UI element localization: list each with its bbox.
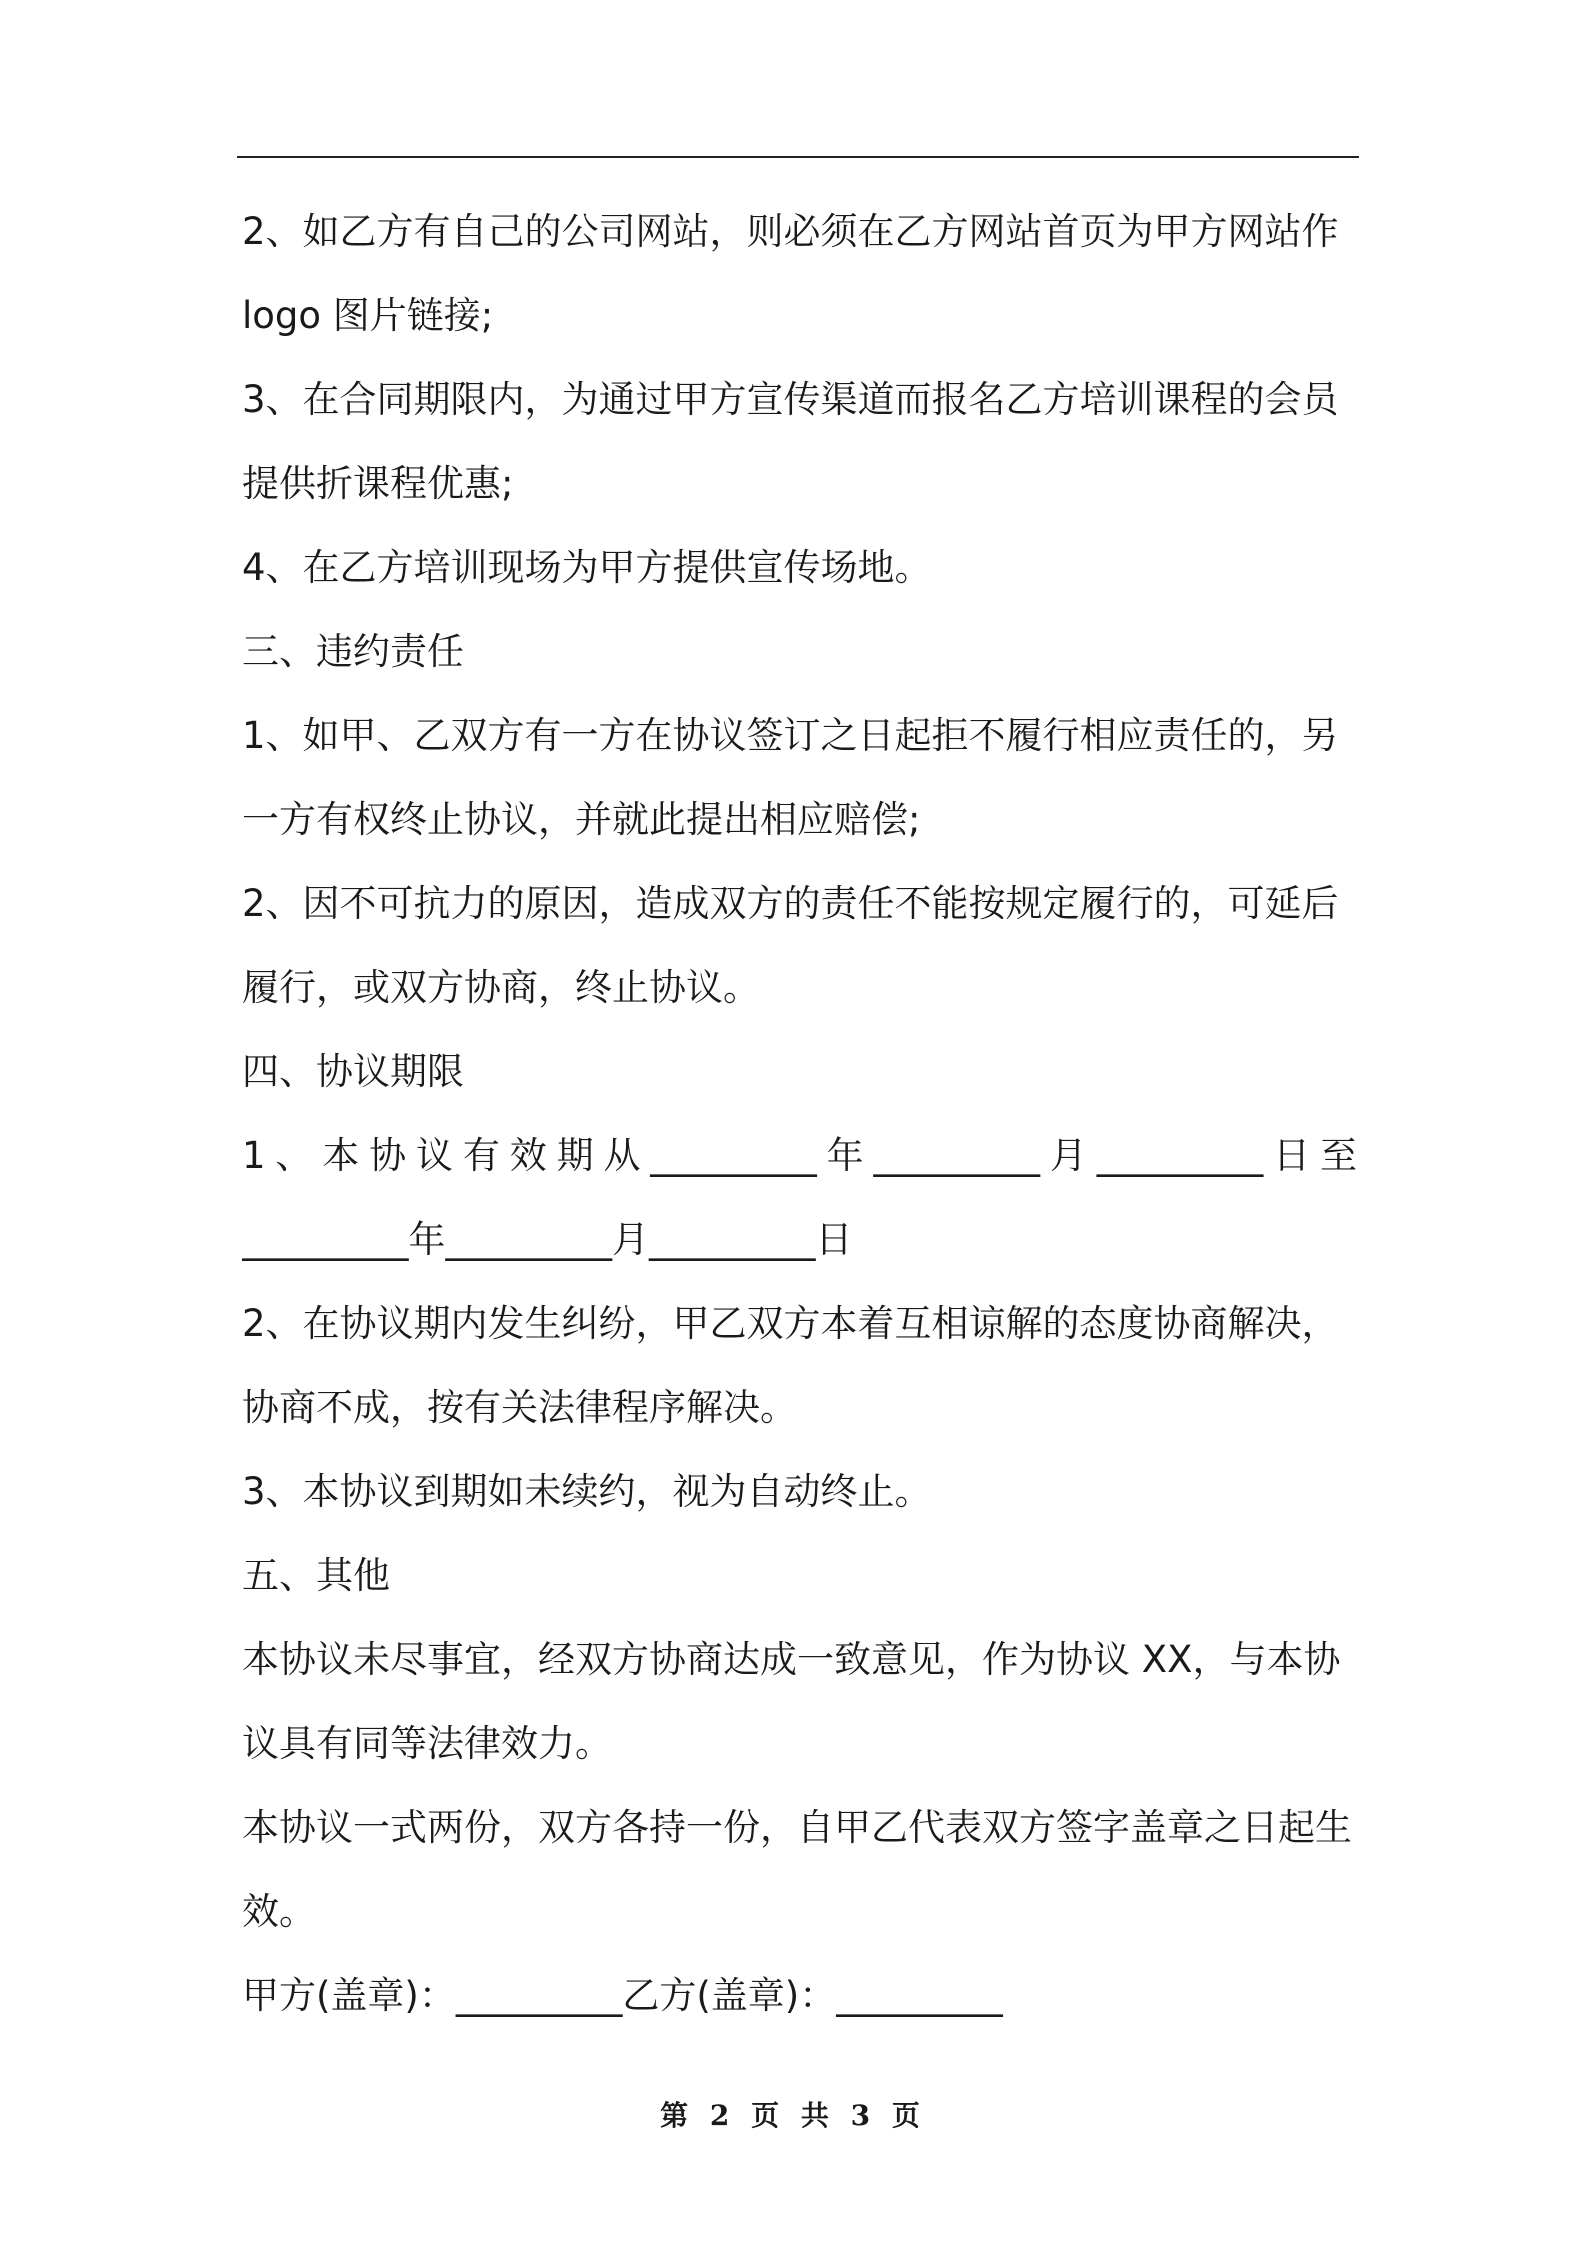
page-number-footer: 第 2 页 共 3 页 <box>660 2099 926 2132</box>
header-rule <box>237 156 1359 158</box>
clause-2-line-2: logo 图片链接; <box>242 294 494 337</box>
liability-1-line-2: 一方有权终止协议，并就此提出相应赔偿; <box>242 798 921 841</box>
term-3-line: 3、本协议到期如未续约，视为自动终止。 <box>242 1470 932 1513</box>
section-heading-liability: 三、违约责任 <box>242 630 464 673</box>
document-body <box>242 190 1357 2038</box>
liability-2-line-2: 履行，或双方协商，终止协议。 <box>242 966 760 1009</box>
other-2-line-1: 本协议一式两份，双方各持一份，自甲乙代表双方签字盖章之日起生 <box>242 1806 1352 1849</box>
term-2-line-2: 协商不成，按有关法律程序解决。 <box>242 1386 797 1429</box>
other-1-line-1: 本协议未尽事宜，经双方协商达成一致意见，作为协议 XX，与本协 <box>242 1638 1341 1681</box>
liability-2-line-1: 2、因不可抗力的原因，造成双方的责任不能按规定履行的，可延后 <box>242 882 1339 925</box>
other-2-line-2: 效。 <box>242 1890 316 1933</box>
clause-4-line: 4、在乙方培训现场为甲方提供宣传场地。 <box>242 546 932 589</box>
clause-3-line-2: 提供折课程优惠; <box>242 462 514 505</box>
term-2-line-1: 2、在协议期内发生纠纷，甲乙双方本着互相谅解的态度协商解决， <box>242 1302 1339 1345</box>
term-1-line-2: _________年_________月_________日 <box>242 1218 853 1261</box>
other-1-line-2: 议具有同等法律效力。 <box>242 1722 612 1765</box>
clause-3-line-1: 3、在合同期限内，为通过甲方宣传渠道而报名乙方培训课程的会员 <box>242 378 1339 421</box>
term-1-line-1: 1、本协议有效期从_________年_________月_________日至 <box>242 1134 1357 1177</box>
section-heading-other: 五、其他 <box>242 1554 390 1597</box>
signature-line: 甲方(盖章)：_________乙方(盖章)：_________ <box>242 1974 1003 2017</box>
liability-1-line-1: 1、如甲、乙双方有一方在协议签订之日起拒不履行相应责任的，另 <box>242 714 1339 757</box>
clause-2-line-1: 2、如乙方有自己的公司网站，则必须在乙方网站首页为甲方网站作 <box>242 210 1339 253</box>
section-heading-term: 四、协议期限 <box>242 1050 464 1093</box>
